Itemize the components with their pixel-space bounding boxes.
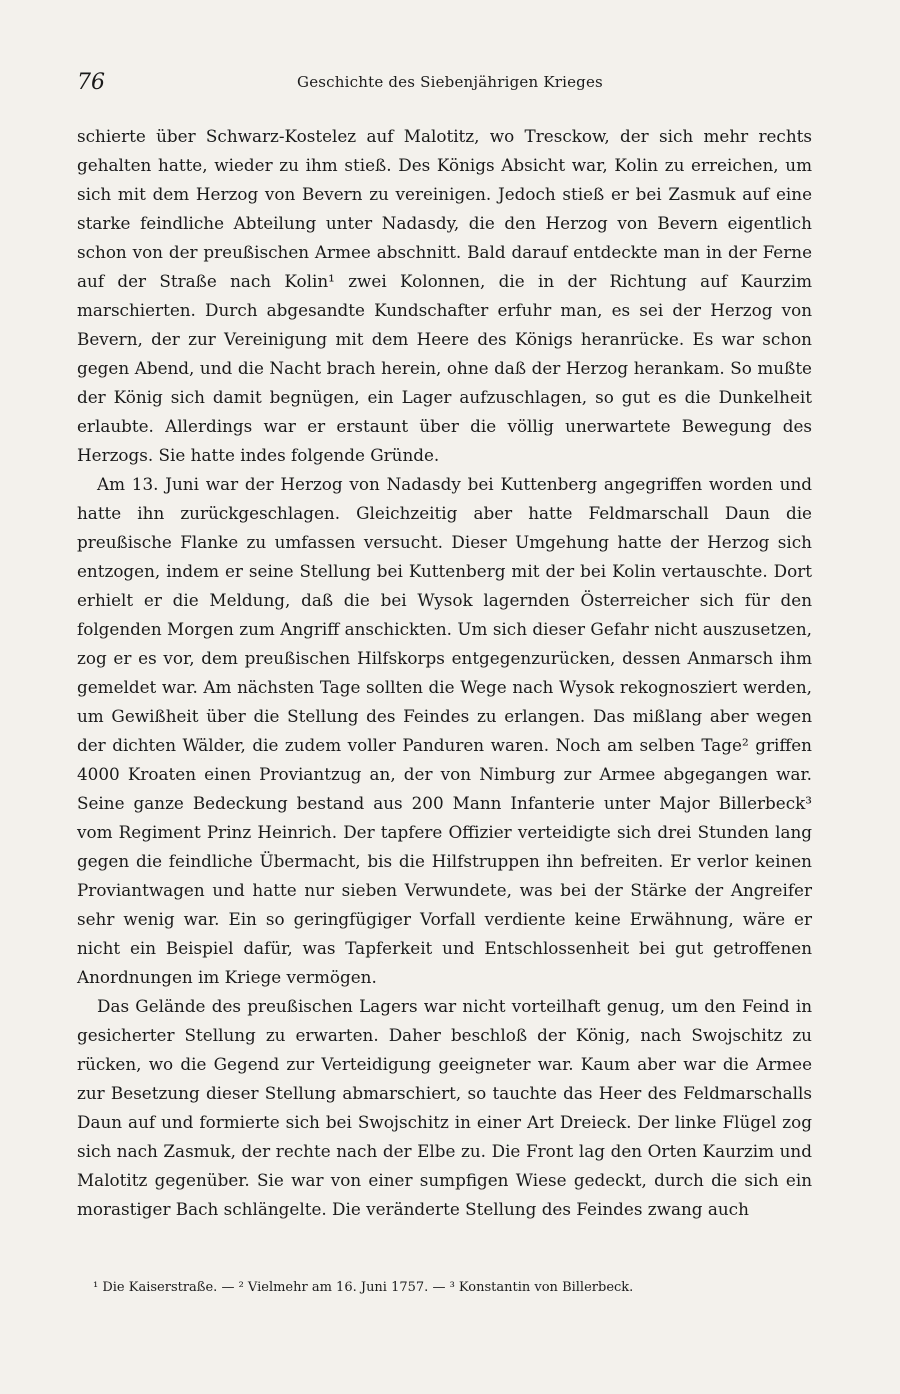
paragraph-1: schierte über Schwarz-Kostelez auf Malotitz, wo Tresckow, der sich mehr rechts gehalten hatte, wieder zu ihm stieß. Des Königs Absicht war, Kolin zu erreichen, um sich mit dem Herzog von Bevern zu vereinigen. Jedoch stieß er bei Zasmuk auf eine starke feindliche Abteilung unter Nadasdy, die den Herzog von Bevern eigentlich schon von der preußischen Armee abschnitt. Bald darauf entdeckte man in der Ferne auf der Straße nach Kolin¹ zwei Kolonnen, die in der Richtung auf Kaurzim marschierten. Durch abgesandte Kundschafter erfuhr man, es sei der Herzog von Bevern, der zur Vereinigung mit dem Heere des Königs heranrücke. Es war schon gegen Abend, und die Nacht brach herein, ohne daß der Herzog herankam. So mußte der König sich damit begnügen, ein Lager aufzuschlagen, so gut es die Dunkelheit erlaubte. Allerdings war er erstaunt über die völlig unerwartete Bewegung des Herzogs. Sie hatte indes folgende Gründe. bbox=[77, 126, 812, 465]
running-title: Geschichte des Siebenjährigen Krieges bbox=[297, 73, 603, 91]
body-text bbox=[77, 122, 812, 1224]
paragraph-2: Am 13. Juni war der Herzog von Nadasdy bei Kuttenberg angegriffen worden und hatte ihn zurückgeschlagen. Gleichzeitig aber hatte Feldmarschall Daun die preußische Flanke zu umfassen versucht. Dieser Umgehung hatte der Herzog sich entzogen, indem er seine Stellung bei Kuttenberg mit der bei Kolin vertauschte. Dort erhielt er die Meldung, daß die bei Wysok lagernden Österreicher sich für den folgenden Morgen zum Angriff anschickten. Um sich dieser Gefahr nicht auszusetzen, zog er es vor, dem preußischen Hilfskorps entgegenzurücken, dessen Anmarsch ihm gemeldet war. Am nächsten Tage sollten die Wege nach Wysok rekognosziert werden, um Gewißheit über die Stellung des Feindes zu erlangen. Das mißlang aber wegen der dichten Wälder, die zudem voller Panduren waren. Noch am selben Tage² griffen 4000 Kroaten einen Proviantzug an, der von Nimburg zur Armee abgegangen war. Seine ganze Bedeckung bestand aus 200 Mann Infanterie unter Major Billerbeck³ vom Regiment Prinz Heinrich. Der tapfere Offizier verteidigte sich drei Stunden lang gegen die feindliche Übermacht, bis die Hilfstruppen ihn befreiten. Er verlor keinen Proviantwagen und hatte nur sieben Verwundete, was bei der Stärke der Angreifer sehr wenig war. Ein so geringfügiger Vorfall verdiente keine Erwähnung, wäre er nicht ein Beispiel dafür, was Tapferkeit und Entschlossenheit bei gut getroffenen Anordnungen im Kriege vermögen. bbox=[77, 474, 812, 987]
page-number: 76 bbox=[77, 70, 105, 95]
footnotes: ¹ Die Kaiserstraße. — ² Vielmehr am 16. Juni 1757. — ³ Konstantin von Billerbeck. bbox=[93, 1280, 634, 1295]
paragraph-3: Das Gelände des preußischen Lagers war nicht vorteilhaft genug, um den Feind in gesicherter Stellung zu erwarten. Daher beschloß der König, nach Swojschitz zu rücken, wo die Gegend zur Verteidigung geeigneter war. Kaum aber war die Armee zur Besetzung dieser Stellung abmarschiert, so tauchte das Heer des Feldmarschalls Daun auf und formierte sich bei Swojschitz in einer Art Dreieck. Der linke Flügel zog sich nach Zasmuk, der rechte nach der Elbe zu. Die Front lag den Orten Kaurzim und Malotitz gegenüber. Sie war von einer sumpfigen Wiese gedeckt, durch die sich ein morastiger Bach schlängelte. Die veränderte Stellung des Feindes zwang auch bbox=[77, 996, 812, 1219]
